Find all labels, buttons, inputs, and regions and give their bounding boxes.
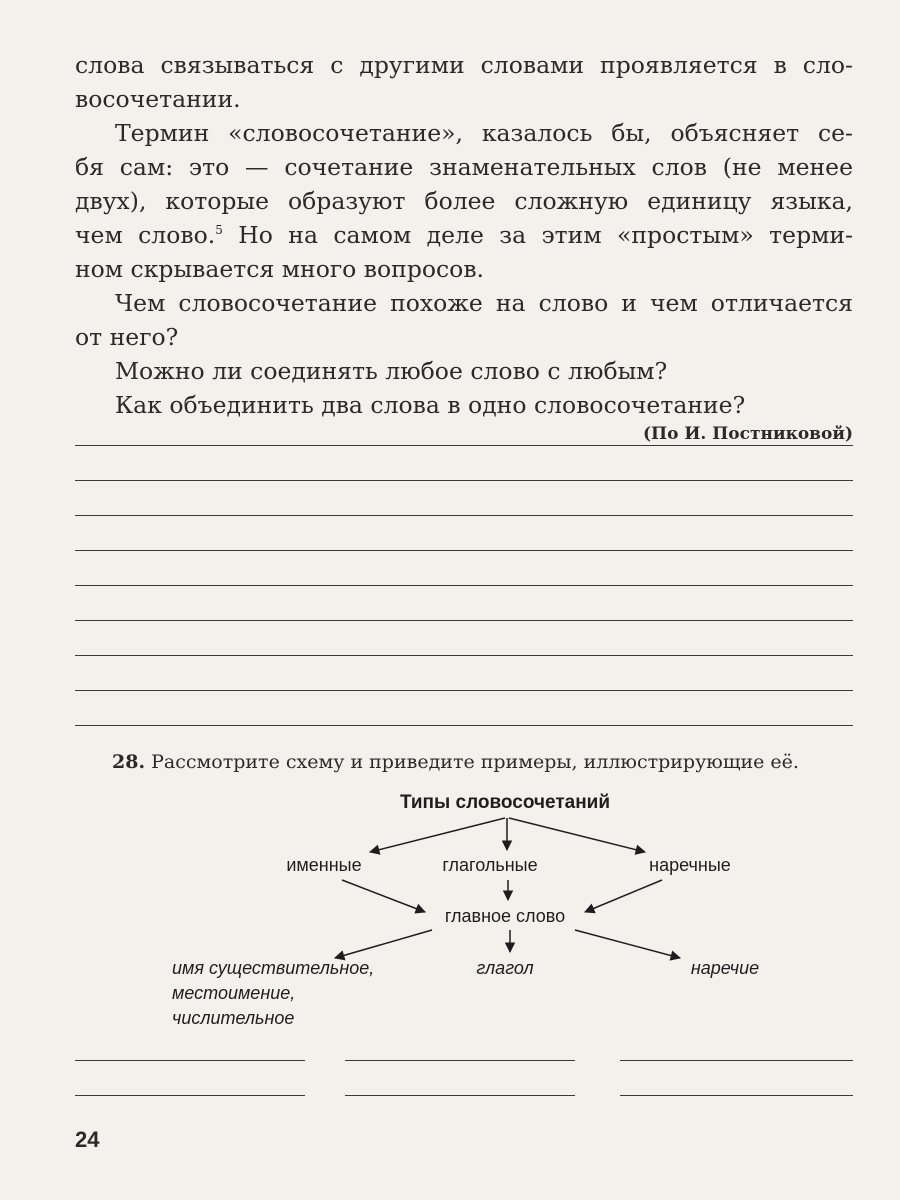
paragraph-2-line-4-start: чем слово. — [75, 221, 216, 249]
source-citation: (По И. Постниковой) — [642, 424, 853, 444]
page-number: 24 — [75, 1127, 100, 1152]
answer-line-right-2 — [620, 1095, 853, 1096]
answer-line-middle-2 — [345, 1095, 575, 1096]
task-text: Рассмотрите схему и приведите примеры, иллюстрирующие её. — [145, 751, 799, 773]
answer-line-left-2 — [75, 1095, 305, 1096]
task-number: 28. — [112, 751, 146, 773]
arrow-center-to-noun — [335, 930, 432, 958]
paragraph-2-line-3: двух), которые образуют более сложную единицу языка, — [75, 187, 853, 215]
main-word-verb: глагол — [476, 958, 534, 978]
paragraph-1-line-1: слова связываться с другими словами проявляется в сло- — [75, 51, 853, 79]
arrow-center-to-adverb — [575, 930, 680, 958]
paragraph-2-line-2: бя сам: это — сочетание знаменательных слов (не менее — [75, 153, 853, 181]
paragraph-1-line-2: восочетании. — [75, 85, 241, 113]
main-word-adverb: наречие — [690, 958, 760, 978]
main-word-noun-line-1: имя существительное, — [172, 958, 375, 978]
arrow-title-to-adverbial — [509, 818, 645, 852]
footnote-marker: 5 — [215, 223, 223, 238]
arrow-adverbial-to-center — [585, 880, 662, 912]
answer-line-right-1 — [620, 1060, 853, 1061]
arrow-title-to-nominal — [370, 818, 505, 852]
paragraph-2-line-4-end: Но на самом деле за этим «простым» терми- — [222, 221, 854, 249]
main-word-noun-line-3: числительное — [172, 1008, 295, 1028]
paragraph-4: Можно ли соединять любое слово с любым? — [115, 357, 668, 385]
paragraph-3-line-2: от него? — [75, 323, 179, 351]
type-verbal: глагольные — [442, 855, 538, 875]
answer-line-left-1 — [75, 1060, 305, 1061]
paragraph-2-line-5: ном скрывается много вопросов. — [75, 255, 485, 283]
diagram-center: главное слово — [444, 906, 566, 926]
arrow-nominal-to-center — [342, 880, 425, 912]
answer-line-middle-1 — [345, 1060, 575, 1061]
diagram-title: Типы словосочетаний — [399, 792, 611, 813]
main-word-noun-line-2: местоимение, — [172, 983, 296, 1003]
paragraph-5: Как объединить два слова в одно словосочетание? — [115, 391, 746, 419]
type-adverbial: наречные — [649, 855, 731, 875]
paragraph-2-line-1: Термин «словосочетание», казалось бы, объясняет се- — [115, 119, 853, 147]
type-nominal: именные — [286, 855, 362, 875]
paragraph-3-line-1: Чем словосочетание похоже на слово и чем отличается — [115, 289, 853, 317]
